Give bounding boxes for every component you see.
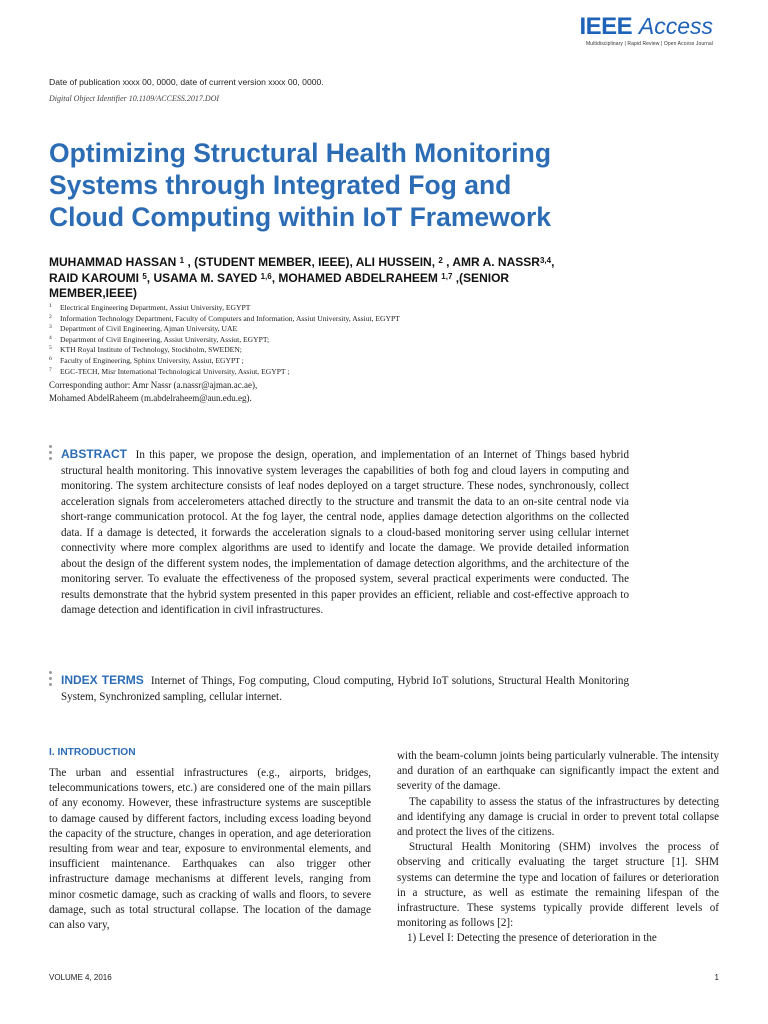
- abstract-heading: ABSTRACT: [61, 447, 127, 461]
- index-terms-marker-icon: [49, 671, 53, 689]
- affiliation-item: [49, 356, 649, 367]
- logo-ieee-text: IEEE: [579, 13, 633, 40]
- affiliation-item: [49, 367, 649, 378]
- author-affil-mark: 2: [438, 256, 443, 265]
- title-line: Systems through Integrated Fog and: [49, 170, 512, 200]
- affiliation-number: 6: [49, 355, 52, 362]
- author-list: [49, 255, 629, 302]
- footer-volume: VOLUME 4, 2016: [49, 973, 112, 982]
- author-name: , MOHAMED ABDELRAHEEM: [271, 270, 442, 285]
- index-terms: [61, 673, 629, 705]
- affiliation-number: 1: [49, 303, 52, 309]
- affiliation-text: KTH Royal Institute of Technology, Stockholm, SWEDEN;: [60, 345, 242, 355]
- author-name: RAID KAROUMI: [49, 270, 143, 285]
- body-column-right: [397, 749, 719, 947]
- body-column-left: [49, 766, 371, 933]
- publication-date: Date of publication xxxx 00, 0000, date of current version xxxx 00, 0000.: [49, 77, 324, 87]
- author-name: , (STUDENT MEMBER, IEEE), ALI HUSSEIN,: [184, 255, 439, 269]
- affiliation-list: [49, 303, 649, 377]
- author-affil-mark: 3,4: [539, 256, 552, 265]
- logo-access-text: Access: [638, 13, 713, 39]
- affiliation-text: Electrical Engineering Department, Assiut University, EGYPT: [60, 303, 251, 312]
- body-paragraph: The urban and essential infrastructures (e.g., airports, bridges, telecommunications towers, etc.) are considered one of the main pillars of any economy. However, these infrastructure systems are susceptible to damage caused by different factors, including excess loading beyond the capacity of the structure, changes in operation, and age deterioration resulting from wear and tear, exposure to environmental elements, and insufficient maintenance. Earthquakes can also trigger other infrastructure damage mechanisms at different levels, ranging from minor cosmetic damage, such as cracking of walls and floors, to severe damage, such as total structural collapse. The location of the damage can also vary,: [49, 767, 371, 932]
- author-affil-mark: 5: [142, 271, 147, 281]
- affiliation-item: [49, 303, 649, 314]
- body-paragraph: Structural Health Monitoring (SHM) involves the process of observing and critically evaluating the target structure [1]. SHM systems can determine the type and location of failures or deterioration in a structure, as well as estimate the remaining lifespan of the infrastructure. These systems typically provide different levels of monitoring as follows [2]:: [397, 841, 719, 930]
- author-affil-mark: 1,7: [441, 271, 453, 281]
- affiliation-item: [49, 335, 649, 346]
- body-paragraph: with the beam-column joints being particularly vulnerable. The intensity and duration of an earthquake can significantly impact the extent and severity of the damage.: [397, 750, 719, 793]
- affiliation-number: 5: [49, 345, 52, 352]
- affiliation-number: 3: [49, 324, 52, 331]
- author-line: [49, 255, 629, 271]
- affiliation-text: Department of Civil Engineering, Ajman University, UAE: [60, 324, 238, 334]
- abstract-marker-icon: [49, 445, 53, 463]
- abstract-text: In this paper, we propose the design, operation, and implementation of an Internet of Things based hybrid structural health monitoring. This innovative system leverages the capabilities of both fog and cloud layers in computing and monitoring. The system architecture consists of leaf nodes deployed on a target structure. These nodes, synchronously, collect acceleration signals from accelerometers attached directly to the structure and transmit the data to an on-site central node via short-range communication protocol. At the fog layer, the central node, applies damage detection algorithms on the collected data. If a damage is detected, it forwards the acceleration signals to a cloud-based monitoring server using cellular internet connectivity where more complex algorithms are used to identify and locate the damage. We provide detailed information about the design of the different system nodes, the implementation of damage detection algorithms, and the architecture of the monitoring server. To evaluate the effectiveness of the proposed system, several practical experiments were conducted. The results demonstrate that the hybrid system presented in this paper provides an efficient, reliable and cost-effective approach to damage detection and identification in civil infrastructures.: [61, 449, 630, 616]
- abstract: [61, 447, 629, 619]
- corresponding-line: Mohamed AbdelRaheem (m.abdelraheem@aun.edu.eg).: [49, 392, 252, 403]
- paper-title: [49, 137, 729, 233]
- affiliation-text: Information Technology Department, Faculty of Computers and Information, Assiut University, Assiut, EGYPT: [60, 313, 400, 323]
- author-sep: ,: [551, 255, 555, 269]
- affiliation-text: EGC-TECH, Misr International Technological University, Assiut, EGYPT ;: [60, 366, 290, 376]
- author-line: [49, 271, 629, 287]
- author-name: , AMR A. NASSR: [442, 255, 540, 269]
- author-name: MUHAMMAD HASSAN: [49, 255, 180, 269]
- section-heading: I. INTRODUCTION: [49, 747, 136, 758]
- affiliation-number: 2: [49, 313, 52, 320]
- title-line: Cloud Computing within IoT Framework: [49, 202, 551, 232]
- affiliation-text: Faculty of Engineering, Sphinx University, Assiut, EGYPT ;: [60, 355, 244, 365]
- affiliation-text: Department of Civil Engineering, Assiut University, Assiut, EGYPT;: [60, 334, 270, 344]
- corresponding-line: Corresponding author: Amr Nassr (a.nassr@ajman.ac.ae),: [49, 380, 258, 390]
- corresponding-author: [49, 379, 257, 404]
- affiliation-item: [49, 314, 649, 325]
- list-item: 1) Level I: Detecting the presence of deterioration in the: [407, 932, 657, 945]
- author-name: , USAMA M. SAYED: [146, 270, 261, 285]
- index-terms-heading: INDEX TERMS: [61, 673, 144, 687]
- author-name: ,(SENIOR: [452, 270, 510, 285]
- author-affil-mark: 1: [179, 256, 185, 265]
- author-affil-mark: 1,6: [260, 271, 272, 281]
- doi-line: Digital Object Identifier 10.1109/ACCESS.2017.DOI: [49, 94, 220, 103]
- affiliation-item: [49, 345, 649, 356]
- logo-tagline: Multidisciplinary | Rapid Review | Open Access Journal: [586, 41, 713, 47]
- page-number: 1: [714, 973, 719, 982]
- author-line: MEMBER,IEEE): [49, 286, 138, 300]
- title-line: Optimizing Structural Health Monitoring: [49, 138, 552, 168]
- affiliation-item: [49, 324, 649, 335]
- index-terms-text: Internet of Things, Fog computing, Cloud computing, Hybrid IoT solutions, Structural Health Monitoring System, Synchronized sampling, cellular internet.: [61, 675, 629, 703]
- journal-logo: [553, 14, 713, 54]
- affiliation-number: 7: [49, 366, 52, 373]
- affiliation-number: 4: [49, 334, 52, 341]
- body-paragraph: The capability to assess the status of the infrastructures by detecting and identifying any damage is crucial in order to prevent total collapse and protect the lives of the citizens.: [397, 795, 719, 839]
